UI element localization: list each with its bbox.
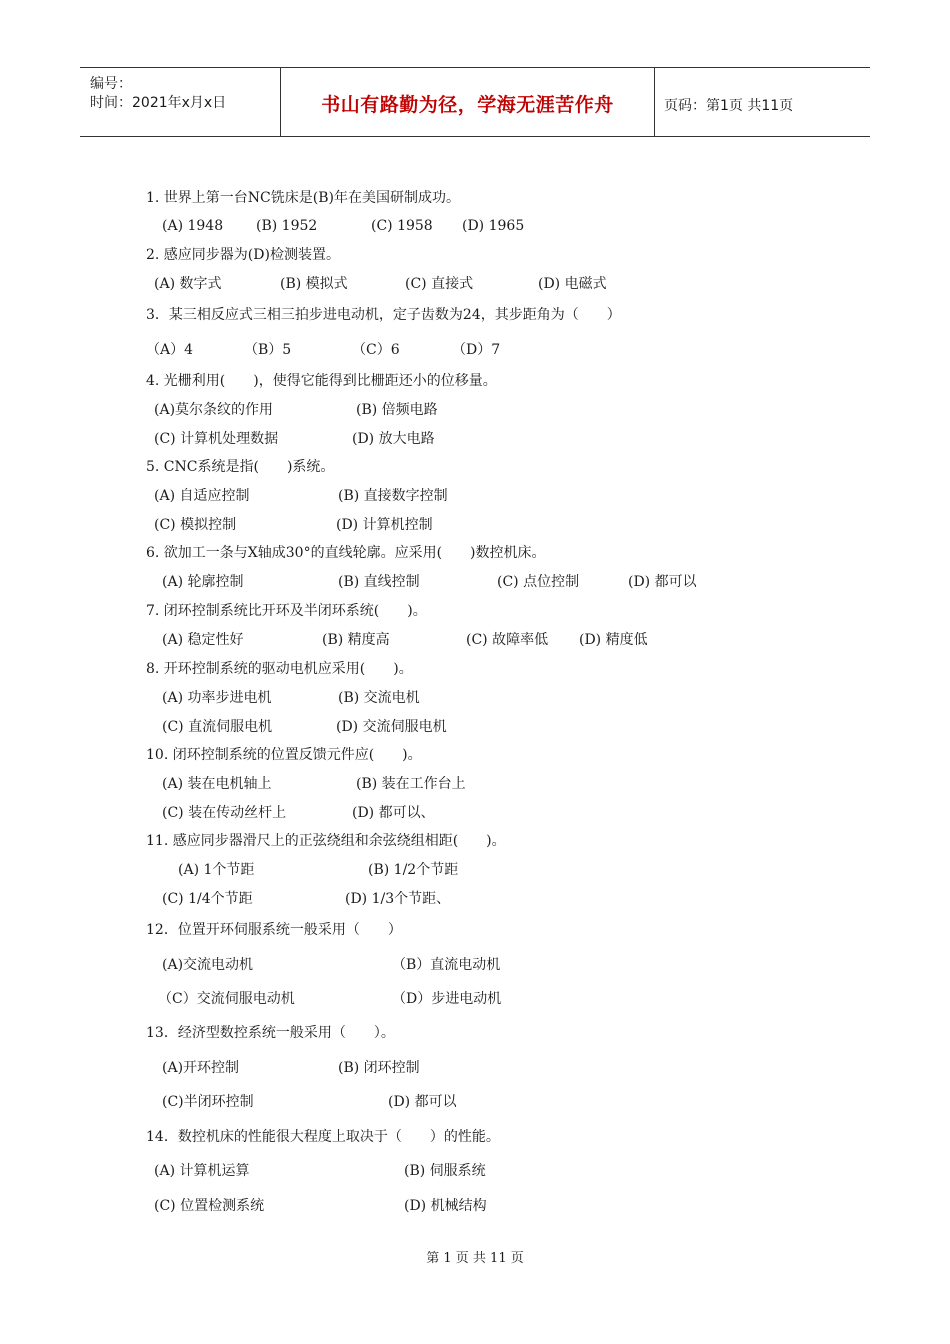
option: (B) 1/2个节距 — [368, 862, 459, 878]
option: (B) 1952 — [256, 218, 318, 234]
option: (C) 计算机处理数据 — [154, 431, 279, 447]
option: (D) 机械结构 — [404, 1198, 487, 1214]
option: (A) 数字式 — [154, 276, 222, 292]
question-text: 3．某三相反应式三相三拍步进电动机，定子齿数为24，其步距角为（ ） — [146, 307, 621, 323]
question-text: 1. 世界上第一台NC铣床是(B)年在美国研制成功。 — [146, 190, 460, 206]
option: (B) 伺服系统 — [404, 1163, 486, 1179]
option: (D) 1965 — [462, 218, 525, 234]
option: （D）7 — [452, 342, 501, 358]
option: (C) 故障率低 — [466, 632, 549, 648]
question-text: 12．位置开环伺服系统一般采用（ ） — [146, 922, 402, 938]
option: (C) 点位控制 — [497, 574, 580, 590]
option: （C）6 — [352, 342, 400, 358]
option: (D) 都可以 — [628, 574, 697, 590]
option: (C) 位置检测系统 — [154, 1198, 265, 1214]
question-text: 7. 闭环控制系统比开环及半闭环系统( )。 — [146, 603, 427, 619]
option: (B) 直线控制 — [338, 574, 420, 590]
option: (A) 1948 — [162, 218, 224, 234]
option: (A) 装在电机轴上 — [162, 776, 272, 792]
question-text: 14．数控机床的性能很大程度上取决于（ ）的性能。 — [146, 1129, 500, 1145]
question-text: 8. 开环控制系统的驱动电机应采用( )。 — [146, 661, 413, 677]
option: (A) 功率步进电机 — [162, 690, 272, 706]
option: (B) 精度高 — [322, 632, 390, 648]
option: (A) 1个节距 — [178, 862, 255, 878]
option: (A) 计算机运算 — [154, 1163, 250, 1179]
question-text: 11. 感应同步器滑尺上的正弦绕组和余弦绕组相距( )。 — [146, 833, 506, 849]
option: (D) 交流伺服电机 — [336, 719, 447, 735]
option: （C）交流伺服电动机 — [158, 991, 295, 1007]
option: （B）直流电动机 — [392, 957, 501, 973]
option: (C) 装在传动丝杆上 — [162, 805, 287, 821]
number-label: 编号： — [90, 76, 132, 92]
question-text: 10. 闭环控制系统的位置反馈元件应( )。 — [146, 747, 422, 763]
question-text: 4. 光栅利用( )，使得它能得到比栅距还小的位移量。 — [146, 373, 497, 389]
page-footer: 第 1 页 共 11 页 — [426, 1251, 524, 1266]
option: （D）步进电动机 — [392, 991, 502, 1007]
question-text: 5. CNC系统是指( )系统。 — [146, 459, 335, 475]
motto: 书山有路勤为径，学海无涯苦作舟 — [321, 94, 614, 116]
option: (A) 自适应控制 — [154, 488, 250, 504]
page-info: 页码：第1页 共11页 — [664, 98, 794, 114]
time-label: 时间：2021年x月x日 — [90, 95, 227, 111]
option: (B) 模拟式 — [280, 276, 348, 292]
option: (D) 放大电路 — [352, 431, 435, 447]
option: (A) 轮廓控制 — [162, 574, 244, 590]
option: (A)交流电动机 — [162, 957, 254, 973]
option: (B) 交流电机 — [338, 690, 420, 706]
option: （B）5 — [244, 342, 292, 358]
option: （A）4 — [146, 342, 194, 358]
option: (D) 都可以 — [388, 1094, 457, 1110]
option: (B) 装在工作台上 — [356, 776, 466, 792]
option: (A) 稳定性好 — [162, 632, 244, 648]
option: (A)莫尔条纹的作用 — [154, 402, 274, 418]
option: (B) 倍频电路 — [356, 402, 438, 418]
option: (C)半闭环控制 — [162, 1094, 254, 1110]
question-text: 13．经济型数控系统一般采用（ ）。 — [146, 1025, 395, 1041]
option: (D) 1/3个节距、 — [345, 891, 451, 907]
option: (C) 模拟控制 — [154, 517, 237, 533]
option: (C) 直接式 — [405, 276, 474, 292]
option: (C) 1958 — [371, 218, 433, 234]
question-text: 6. 欲加工一条与X轴成30°的直线轮廓。应采用( )数控机床。 — [146, 545, 546, 561]
option: (C) 1/4个节距 — [162, 891, 253, 907]
option: (B) 闭环控制 — [338, 1060, 420, 1076]
option: (D) 计算机控制 — [336, 517, 433, 533]
question-text: 2. 感应同步器为(D)检测装置。 — [146, 247, 340, 263]
option: (B) 直接数字控制 — [338, 488, 448, 504]
option: (C) 直流伺服电机 — [162, 719, 273, 735]
option: (D) 都可以、 — [352, 805, 435, 821]
option: (A)开环控制 — [162, 1060, 240, 1076]
option: (D) 电磁式 — [538, 276, 607, 292]
option: (D) 精度低 — [579, 632, 648, 648]
